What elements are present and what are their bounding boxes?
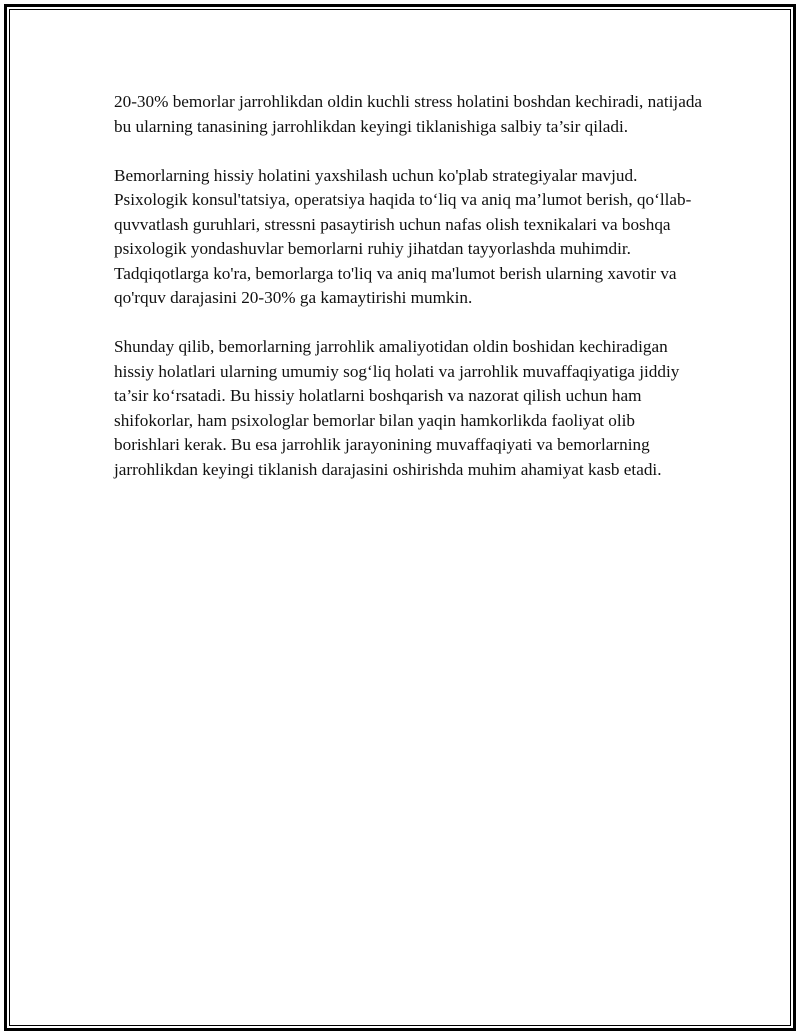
paragraph-stress-statistics: 20-30% bemorlar jarrohlikdan oldin kuchli stress holatini boshdan kechiradi, natijada bu ularning tanasining jarrohlikdan keyingi tiklanishiga salbiy ta’sir qiladi.: [114, 92, 703, 136]
paragraph-conclusion: Shunday qilib, bemorlarning jarrohlik amaliyotidan oldin boshidan kechiradigan hissiy holatlari ularning umumiy sog‘liq holati va jarrohlik muvaffaqiyatiga jiddiy ta’sir ko‘rsatadi. Bu hissiy holatlarni boshqarish va nazorat qilish uchun ham shifokorlar, ham psixologlar bemorlar bilan yaqin hamkorlikda faoliyat olib borishlari kerak. Bu esa jarrohlik jarayonining muvaffaqiyati va bemorlarning jarrohlikdan keyingi tiklanish darajasini oshirishda muhim ahamiyat kasb etadi.: [114, 337, 680, 479]
document-body: [114, 90, 704, 507]
paragraph-strategies: Bemorlarning hissiy holatini yaxshilash uchun ko'plab strategiyalar mavjud. Psixologik konsul'tatsiya, operatsiya haqida to‘liq va aniq ma’lumot berish, qo‘llab-quvvatlash guruhlari, stressni pasaytirish uchun nafas olish texnikalari va boshqa psixologik yondashuvlar bemorlarni ruhiy jihatdan tayyorlashda muhimdir. Tadqiqotlarga ko'ra, bemorlarga to'liq va aniq ma'lumot berish ularning xavotir va qo'rquv darajasini 20-30% ga kamaytirishi mumkin.: [114, 165, 692, 307]
